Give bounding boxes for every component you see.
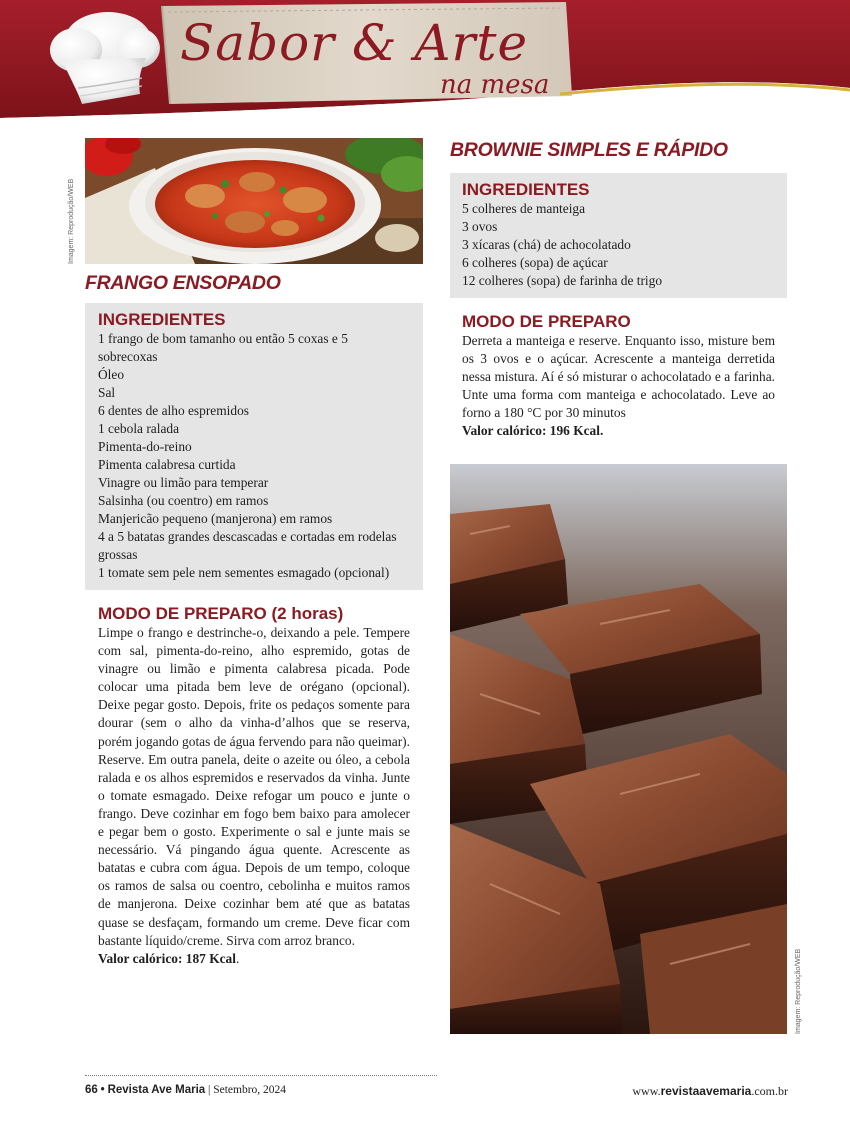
website-prefix: www. <box>632 1084 661 1098</box>
header-banner <box>0 0 850 122</box>
website-suffix: .com.br <box>751 1084 788 1098</box>
recipe-brownie <box>450 138 802 1034</box>
issue-date: Setembro, 2024 <box>213 1084 287 1096</box>
brownie-method-heading: MODO DE PREPARO <box>462 312 631 331</box>
ingredient-item: 1 cebola ralada <box>98 421 180 436</box>
frango-ingredients-box <box>85 303 423 590</box>
frango-photo <box>85 138 423 264</box>
brownie-ingredients-heading: INGREDIENTES <box>462 180 590 199</box>
ingredient-item: 4 a 5 batatas grandes descascadas e cortadas em rodelas grossas <box>98 529 397 562</box>
magazine-name: Revista Ave Maria <box>107 1084 206 1096</box>
frango-calories-label: Valor calórico: 187 Kcal <box>98 950 236 966</box>
ingredient-item: 12 colheres (sopa) de farinha de trigo <box>462 273 663 288</box>
website-name: revistaavemaria <box>660 1084 752 1098</box>
footer-bullet: • <box>100 1084 105 1096</box>
ingredient-item: 6 dentes de alho espremidos <box>98 403 249 418</box>
brownie-image <box>450 464 787 1034</box>
frango-title: FRANGO ENSOPADO <box>85 272 281 294</box>
ingredient-item: Pimenta-do-reino <box>98 439 192 454</box>
ingredient-item: Pimenta calabresa curtida <box>98 457 236 472</box>
brownie-photo-credit: Imagem: Reprodução/WEB <box>795 948 802 1034</box>
brownie-photo <box>450 464 787 1034</box>
section-title: Sabor & Arte <box>180 14 529 72</box>
frango-method <box>85 590 423 968</box>
website-link[interactable] <box>632 1084 788 1099</box>
frango-photo-credit: Imagem: Reprodução/WEB <box>68 178 75 264</box>
frango-ingredients-heading: INGREDIENTES <box>98 310 226 329</box>
brownie-title: BROWNIE SIMPLES E RÁPIDO <box>450 139 728 161</box>
brownie-method-text: Derreta a manteiga e reserve. Enquanto isso, misture bem os 3 ovos e o açúcar. Acrescente a manteiga derretida nessa mistura. Aí é só misturar o achocolatado e a farinha. Unte uma forma com manteiga e achocolatado. Leve ao forno a 180 °C por 30 minutos <box>462 333 775 421</box>
frango-ingredient-list <box>98 330 410 582</box>
footer-divider <box>85 1075 437 1076</box>
frango-calories-period: . <box>235 950 240 966</box>
frango-calories <box>98 950 410 968</box>
frango-method-heading: MODO DE PREPARO (2 horas) <box>98 604 344 623</box>
recipe-frango <box>68 138 423 968</box>
ingredient-item: 5 colheres de manteiga <box>462 201 586 216</box>
brownie-ingredients-box <box>450 173 787 298</box>
ingredient-item: 1 frango de bom tamanho ou então 5 coxas e 5 sobrecoxas <box>98 331 348 364</box>
brownie-ingredient-list <box>462 200 775 290</box>
ingredient-item: Óleo <box>98 367 125 382</box>
ingredient-item: 6 colheres (sopa) de açúcar <box>462 255 608 270</box>
ingredient-item: Salsinha (ou coentro) em ramos <box>98 493 269 508</box>
footer-left <box>85 1084 286 1096</box>
section-subtitle: na mesa <box>440 70 550 100</box>
ingredient-item: Vinagre ou limão para temperar <box>98 475 269 490</box>
ingredient-item: 3 xícaras (chá) de achocolatado <box>462 237 631 252</box>
brownie-method <box>450 298 787 440</box>
ingredient-item: Manjericão pequeno (manjerona) em ramos <box>98 511 333 526</box>
footer-separator: | <box>208 1084 211 1096</box>
page-number: 66 <box>85 1084 98 1096</box>
frango-stew-image <box>85 138 423 264</box>
ingredient-item: 1 tomate sem pele nem sementes esmagado (opcional) <box>98 565 390 580</box>
ingredient-item: 3 ovos <box>462 219 498 234</box>
brownie-calories: Valor calórico: 196 Kcal. <box>462 423 604 439</box>
frango-method-text: Limpe o frango e destrinche-o, deixando a pele. Tempere com sal, pimenta-do-reino, alho espremido, gotas de vinagre ou limão e pimenta calabresa picada. Pode colocar uma pitada bem leve de orégano (opcional). Deixe pegar gosto. Depois, frite os pedaços somente para dourar (sem o alho da vinha-d’alhos que se reserva, porém jogando gotas de água fervendo para não queimar). Reserve. Em outra panela, deite o azeite ou óleo, a cebola ralada e os alhos espremidos e reservados da vinha. Junte o tomate esmagado. Deixe refogar um pouco e junte o frango. Deve cozinhar em fogo bem baixo para amolecer e pegar bem o gosto. Experimente o sal e junte mais se necessário. Vá pingando água quente. Acrescente as batatas e cubra com água. Depois de um tempo, coloque os ramos de salsa ou coentro, cebolinha e muitos ramos de manjerona. Deixe cozinhar bem até que as batatas quase se desfaçam, formando um creme. Deve ficar com bastante líquido/creme. Sirva com arroz branco. <box>98 625 410 948</box>
ingredient-item: Sal <box>98 385 116 400</box>
